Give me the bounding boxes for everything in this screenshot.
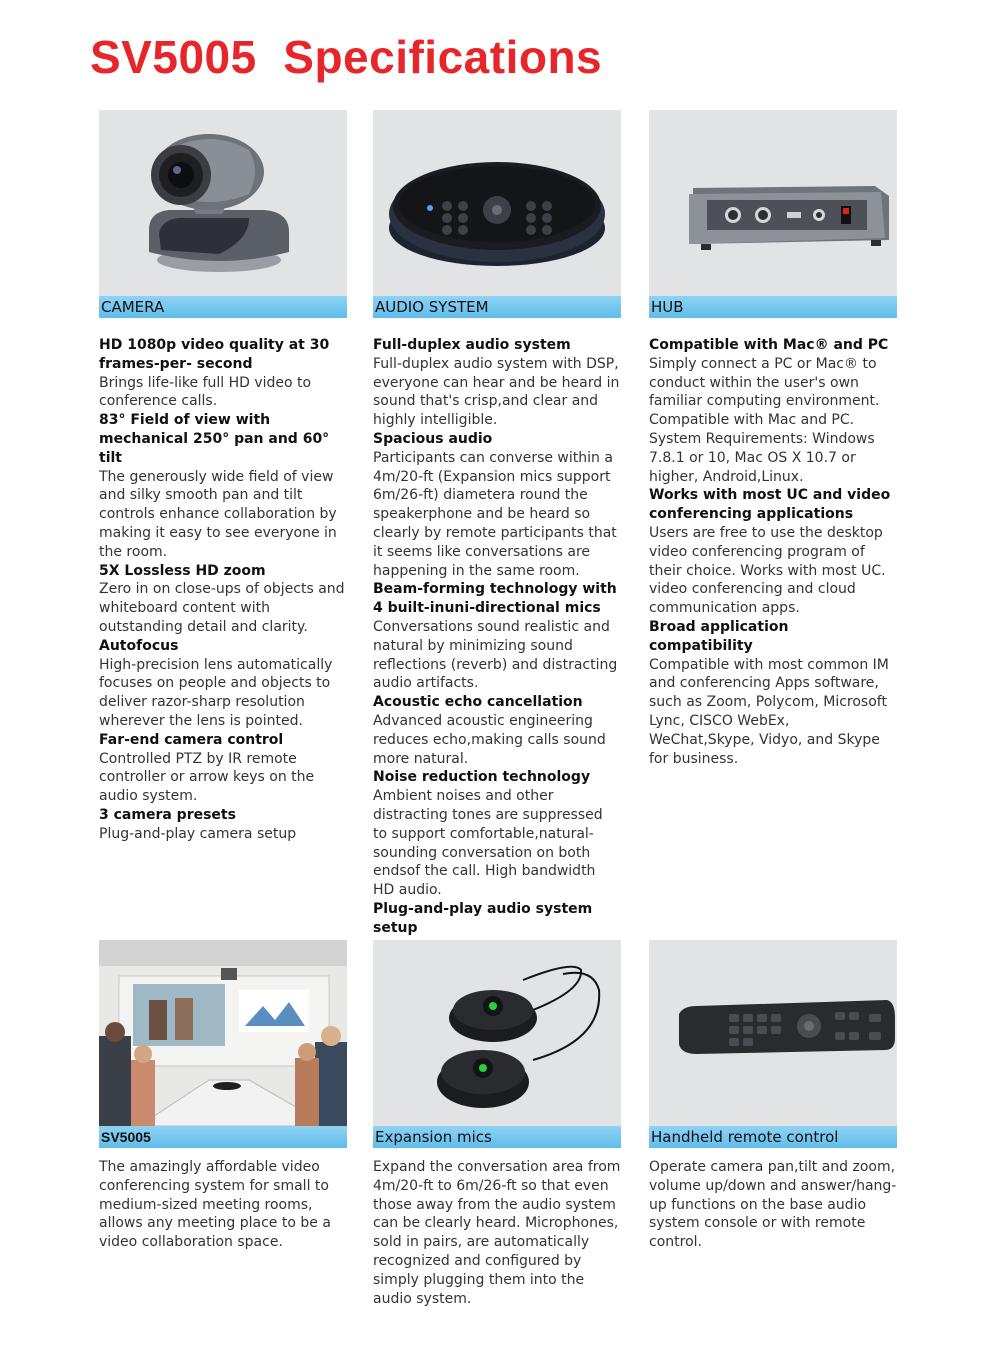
spec-heading: 3 camera presets: [99, 806, 236, 823]
audio-system-image: [373, 110, 621, 296]
sv5005-card: [99, 940, 347, 1252]
spec-text: Ambient noises and other distracting tones are suppressed to support comfortable,natural-sounding conversation on both endsof the call. High bandwidth HD audio.: [373, 788, 603, 899]
remote-control-description: [649, 1158, 897, 1252]
spec-text: Plug-and-play camera setup: [99, 825, 297, 842]
remote-control-card: [649, 940, 897, 1252]
spec-text: Brings life-like full HD video to conference calls.: [99, 374, 312, 410]
camera-card: [99, 110, 347, 844]
expansion-mics-label: Expansion mics: [373, 1126, 621, 1148]
hub-image: [649, 110, 897, 296]
spec-text: The amazingly affordable video conferencing system for small to medium-sized meeting rooms, allows any meeting place to be a video collaboration space.: [99, 1159, 331, 1251]
remote-control-label: Handheld remote control: [649, 1126, 897, 1148]
spec-heading: Far-end camera control: [99, 731, 284, 748]
spec-heading: Broad application compatibility: [649, 618, 789, 654]
spec-text: Zero in on close-ups of objects and whiteboard content with outstanding detail and clarity.: [99, 581, 345, 635]
expansion-mics-card: [373, 940, 621, 1308]
spec-text: High-precision lens automatically focuses on people and objects to deliver razor-sharp resolution wherever the lens is pointed.: [99, 656, 333, 729]
expansion-mics-image: [373, 940, 621, 1126]
camera-specs: [99, 336, 347, 844]
audio-system-specs: [373, 336, 621, 938]
spec-text: Participants can converse within a 4m/20-ft (Expansion mics support 6m/26-ft) diametera round the speakerphone and be heard so clearly by remote participants that it seems like conversations are happening in the same room.: [373, 449, 617, 579]
spec-text: The generously wide field of view and silky smooth pan and tilt controls enhance collaboration by making it easy to see everyone in the room.: [99, 468, 337, 560]
sv5005-description: [99, 1158, 347, 1252]
hub-specs: [649, 336, 897, 768]
spec-text: Controlled PTZ by IR remote controller or arrow keys on the audio system.: [99, 750, 315, 805]
spec-heading: Works with most UC and video conferencing applications: [649, 487, 891, 523]
spec-heading: Plug-and-play audio system setup: [373, 900, 593, 936]
spec-text: Expand the conversation area from 4m/20-ft to 6m/26-ft so that even those away from the audio system can be clearly heard. Microphones, sold in pairs, are automatically recognized and configured by simply plugging them into the audio system.: [373, 1159, 621, 1307]
spec-text: Compatible with most common IM and conferencing Apps software, such as Zoom, Polycom, Microsoft Lync, CISCO WebEx, WeChat,Skype, Vidyo, and Skype for business.: [649, 656, 889, 767]
spec-heading: Compatible with Mac® and PC: [649, 337, 889, 353]
spec-heading: 83° Field of view with mechanical 250° pan and 60° tilt: [99, 412, 330, 466]
sv5005-label: SV5005: [99, 1126, 347, 1148]
spec-text: Operate camera pan,tilt and zoom, volume up/down and answer/hang-up functions on the base audio system console or with remote control.: [649, 1159, 897, 1251]
hub-card: [649, 110, 897, 768]
spec-text: Compatible with Mac and PC. System Requirements: Windows 7.8.1 or 10, Mac OS X 10.7 or higher, Android,Linux.: [649, 412, 875, 485]
spec-text: Conversations sound realistic and natural by minimizing sound reflections (reverb) and distracting audio artifacts.: [373, 618, 618, 692]
remote-control-image: [649, 940, 897, 1126]
spec-heading: Beam-forming technology with 4 built-inuni-directional mics: [373, 581, 617, 617]
camera-label: CAMERA: [99, 296, 347, 318]
spec-heading: Noise reduction technology: [373, 769, 591, 786]
expansion-mics-description: [373, 1158, 621, 1308]
spec-heading: Spacious audio: [373, 430, 493, 447]
spec-text: Simply connect a PC or Mac® to conduct within the user's own familiar computing environment.: [649, 355, 880, 410]
page-title: SV5005 Specifications: [90, 31, 603, 83]
audio-system-label: AUDIO SYSTEM: [373, 296, 621, 318]
spec-text: Advanced acoustic engineering reduces echo,making calls sound more natural.: [373, 712, 606, 767]
hub-label: HUB: [649, 296, 897, 318]
spec-heading: Full-duplex audio system: [373, 337, 571, 353]
meeting-room-image: [99, 940, 347, 1126]
spec-text: Full-duplex audio system with DSP, everyone can hear and be heard in sound that's crisp,and clear and highly intelligible.: [373, 355, 620, 429]
spec-text: Users are free to use the desktop video conferencing program of their choice. Works with most UC. video conferencing and cloud communication apps.: [649, 524, 886, 617]
spec-heading: Autofocus: [99, 637, 179, 654]
spec-heading: 5X Lossless HD zoom: [99, 562, 266, 579]
spec-heading: HD 1080p video quality at 30 frames-per- second: [99, 337, 330, 372]
camera-image: [99, 110, 347, 296]
spec-heading: Acoustic echo cancellation: [373, 694, 583, 711]
audio-system-card: [373, 110, 621, 938]
